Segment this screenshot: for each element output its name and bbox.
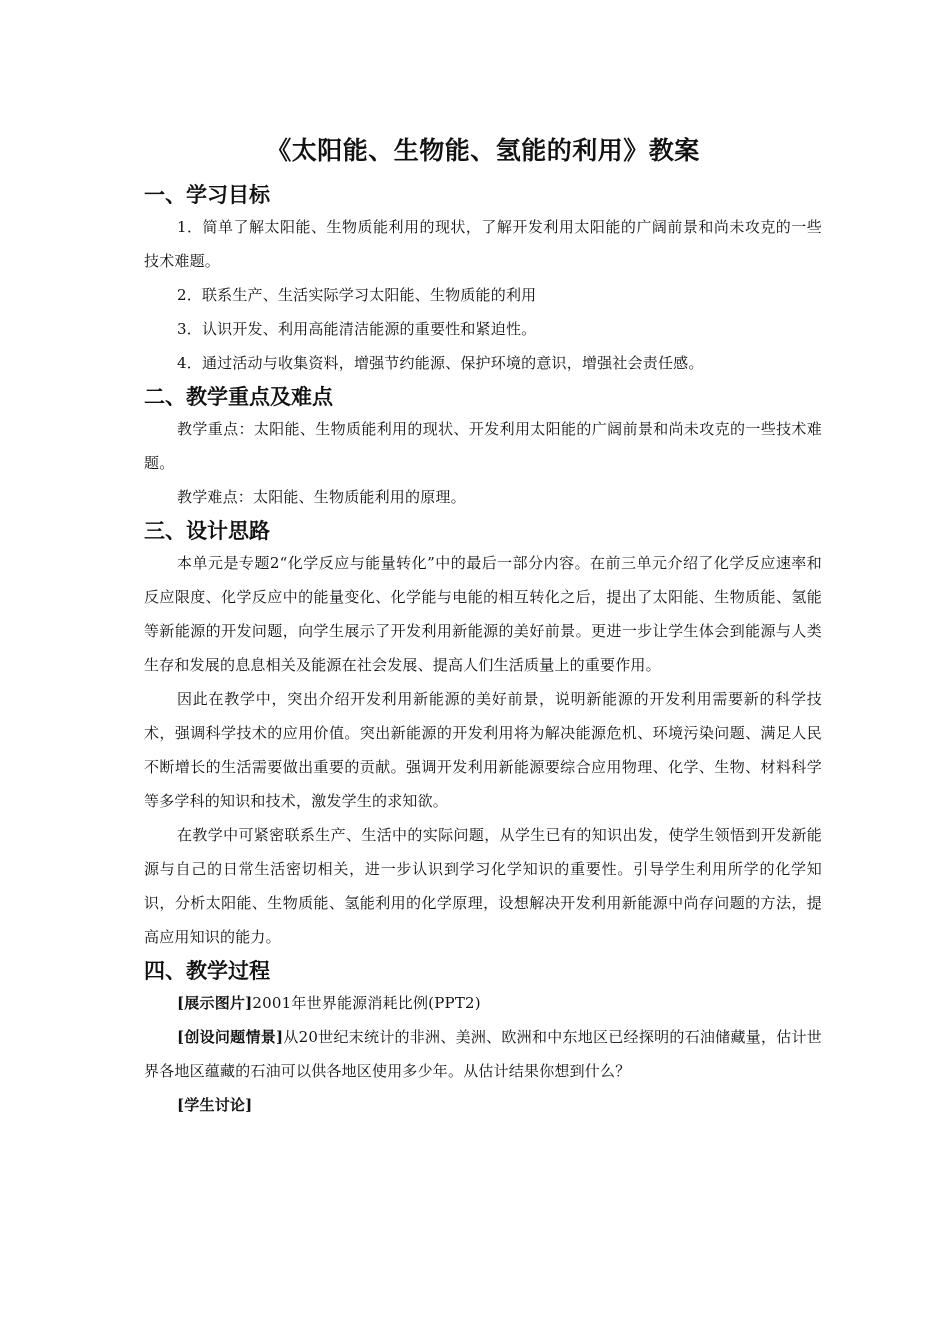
section-heading: 一、学习目标 [144,183,270,207]
paragraph: 教学难点：太阳能、生物质能利用的原理。 [177,488,466,506]
paragraph: 本单元是专题2“化学反应与能量转化”中的最后一部分内容。在前三单元介绍了化学反应速率和反应限度、化学反应中的能量变化、化学能与电能的相互转化之后，提出了太阳能、生物质能、氢能等新能源的开发问题，向学生展示了开发利用新能源的美好前景。更进一步让学生体会到能源与人类生存和发展的息息相关及能源在社会发展、提高人们生活质量上的重要作用。 [144,554,822,674]
document-title: 《太阳能、生物能、氢能的利用》教案 [266,136,700,165]
paragraph: 在教学中可紧密联系生产、生活中的实际问题，从学生已有的知识出发，使学生领悟到开发新能源与自己的日常生活密切相关，进一步认识到学习化学知识的重要性。引导学生利用所学的化学知识，分析太阳能、生物质能、氢能利用的化学原理，设想解决开发利用新能源中尚存问题的方法，提高应用知识的能力。 [144,826,822,946]
paragraph: 1．简单了解太阳能、生物质能利用的现状，了解开发利用太阳能的广阔前景和尚未攻克的一些技术难题。 [144,218,822,270]
section-learning-goals [144,180,822,380]
process-item-lead: [学生讨论] [177,1096,253,1114]
process-item [144,1020,822,1088]
process-item-text: 从20世纪末统计的非洲、美洲、欧洲和中东地区已经探明的石油储藏量，估计世界各地区蕴藏的石油可以供各地区使用多少年。从估计结果你想到什么？ [144,1028,822,1080]
paragraph: 4．通过活动与收集资料，增强节约能源、保护环境的意识，增强社会责任感。 [177,354,704,372]
process-item-lead: [展示图片] [177,994,253,1012]
section-key-points [144,382,822,514]
section-heading: 四、教学过程 [144,959,270,983]
section-heading: 三、设计思路 [144,519,270,543]
paragraph: 因此在教学中，突出介绍开发利用新能源的美好前景，说明新能源的开发利用需要新的科学技术，强调科学技术的应用价值。突出新能源的开发利用将为解决能源危机、环境污染问题、满足人民不断增长的生活需要做出重要的贡献。强调开发利用新能源要综合应用物理、化学、生物、材料科学等多学科的知识和技术，激发学生的求知欲。 [144,690,822,810]
section-design-ideas [144,516,822,954]
paragraph: 2．联系生产、生活实际学习太阳能、生物质能的利用 [177,286,537,304]
section-teaching-process [144,956,822,1122]
process-item-text: 2001年世界能源消耗比例(PPT2) [252,994,481,1012]
paragraph: 教学重点：太阳能、生物质能利用的现状、开发利用太阳能的广阔前景和尚未攻克的一些技术难题。 [144,420,822,472]
process-item [144,986,822,1020]
paragraph: 3．认识开发、利用高能清洁能源的重要性和紧迫性。 [177,320,537,338]
section-heading: 二、教学重点及难点 [144,385,333,409]
process-item-lead: [创设问题情景] [177,1028,284,1046]
process-item [144,1088,822,1122]
